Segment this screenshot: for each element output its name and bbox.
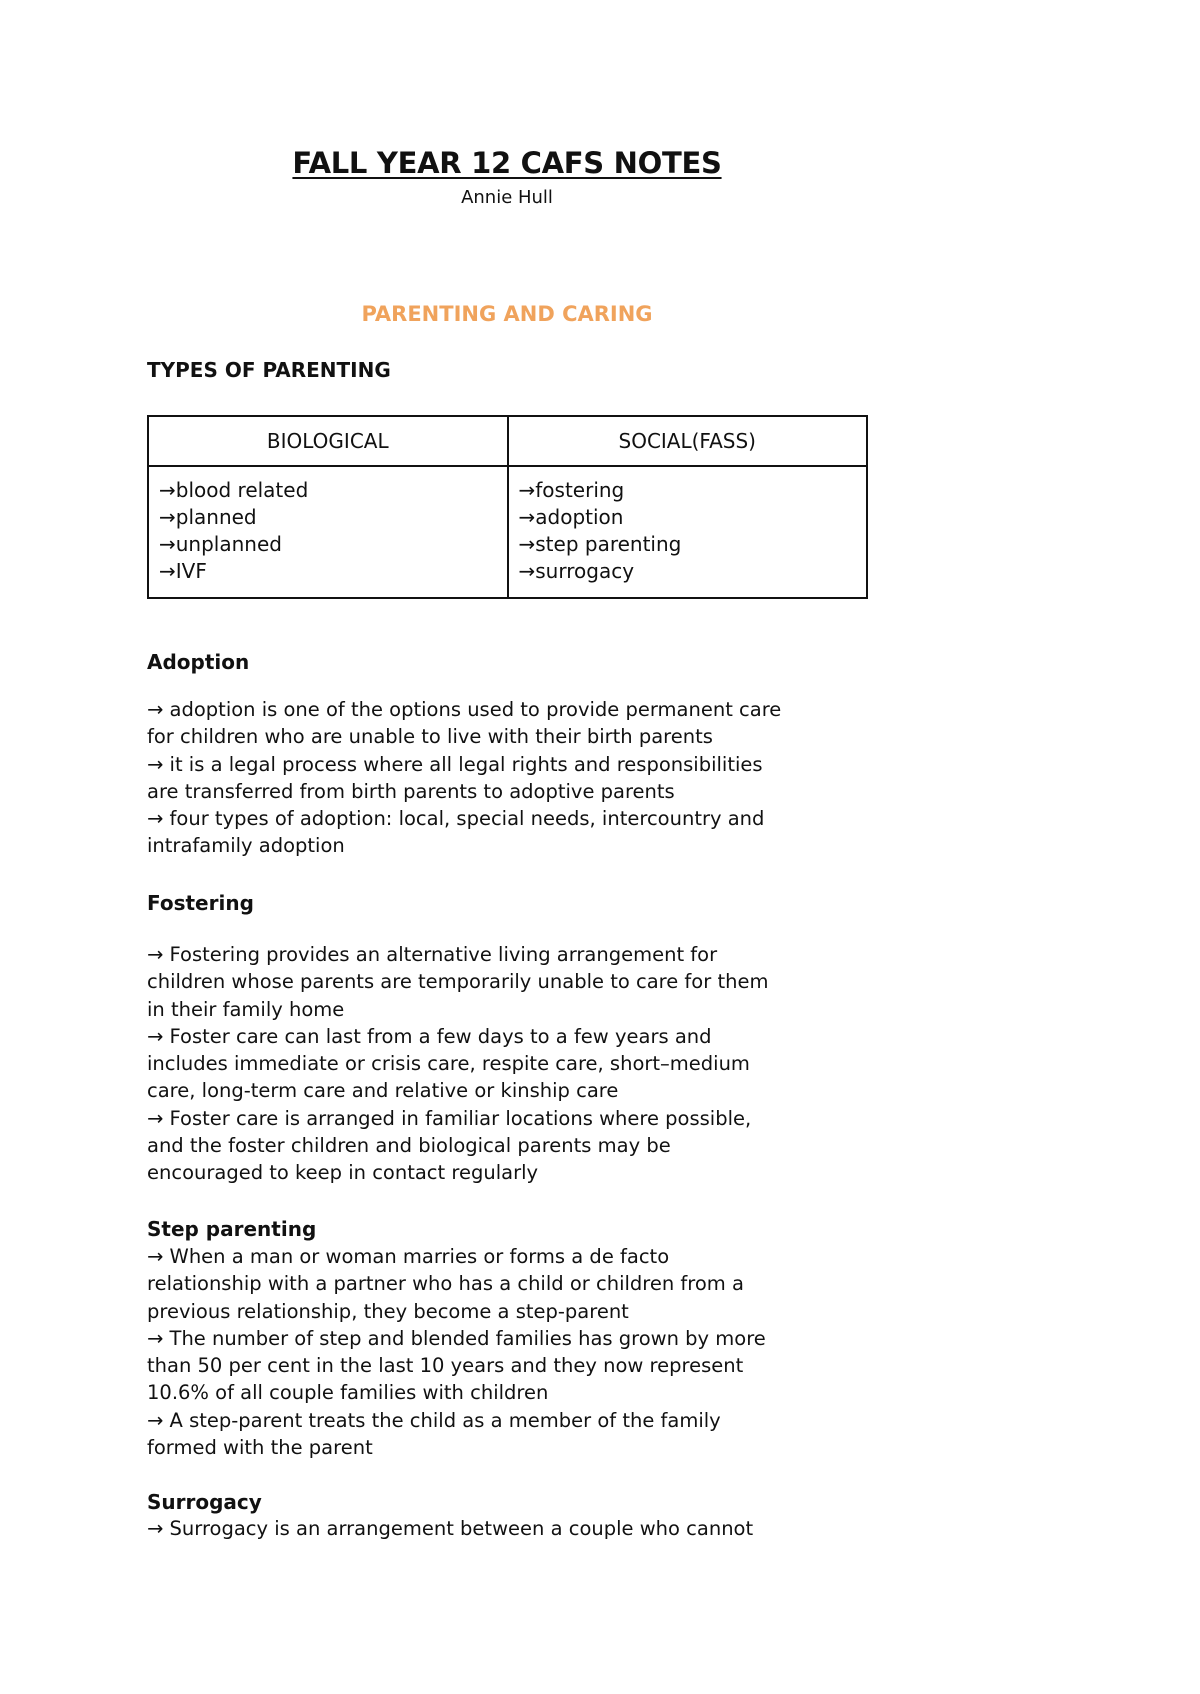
surrogacy-text — [147, 1515, 887, 1542]
text-line: previous relationship, they become a step-parent — [147, 1299, 629, 1323]
text-line: in their family home — [147, 997, 345, 1021]
text-line: includes immediate or crisis care, respite care, short–medium — [147, 1052, 750, 1076]
text-line: → Foster care is arranged in familiar locations where possible, — [147, 1106, 752, 1130]
table-cell-biological — [148, 466, 508, 598]
table-header-social: SOCIAL(FASS) — [508, 416, 868, 466]
text-line: intrafamily adoption — [147, 834, 345, 858]
text-line: care, long-term care and relative or kinship care — [147, 1079, 619, 1103]
text-line: relationship with a partner who has a child or children from a — [147, 1272, 744, 1296]
text-line: → adoption is one of the options used to provide permanent care — [147, 698, 782, 721]
table-header-biological: BIOLOGICAL — [148, 416, 508, 466]
types-heading: TYPES OF PARENTING — [147, 358, 391, 382]
surrogacy-heading: Surrogacy — [147, 1490, 262, 1514]
text-line: → Foster care can last from a few days to a few years and — [147, 1024, 712, 1048]
table-item: →step parenting — [518, 532, 682, 556]
text-line: for children who are unable to live with their birth parents — [147, 725, 713, 749]
document-title: FALL YEAR 12 CAFS NOTES — [292, 146, 722, 180]
text-line: and the foster children and biological parents may be — [147, 1134, 671, 1158]
parenting-types-table — [147, 415, 868, 599]
text-line: formed with the parent — [147, 1436, 373, 1460]
text-line: → four types of adoption: local, special needs, intercountry and — [147, 807, 765, 831]
table-item: →surrogacy — [518, 559, 635, 583]
fostering-heading: Fostering — [147, 891, 254, 915]
text-line: → Surrogacy is an arrangement between a couple who cannot — [147, 1517, 754, 1540]
fostering-text — [147, 941, 887, 1187]
text-line: → it is a legal process where all legal rights and responsibilities — [147, 752, 763, 776]
text-line: than 50 per cent in the last 10 years and they now represent — [147, 1354, 744, 1378]
text-line: are transferred from birth parents to adoptive parents — [147, 779, 675, 803]
table-item: →fostering — [518, 478, 625, 502]
table-item: →blood related — [159, 478, 309, 502]
adoption-heading: Adoption — [147, 650, 250, 674]
section-title: PARENTING AND CARING — [361, 302, 653, 326]
text-line: → When a man or woman marries or forms a de facto — [147, 1245, 670, 1268]
text-line: → The number of step and blended families has grown by more — [147, 1326, 766, 1350]
text-line: children whose parents are temporarily unable to care for them — [147, 970, 769, 994]
table-item: →planned — [159, 505, 257, 529]
table-cell-social — [508, 466, 868, 598]
table-item: →IVF — [159, 559, 207, 583]
table-item: →adoption — [518, 505, 624, 529]
document-author: Annie Hull — [461, 187, 553, 208]
text-line: 10.6% of all couple families with children — [147, 1381, 549, 1405]
adoption-text — [147, 696, 887, 860]
step-parenting-text — [147, 1243, 887, 1461]
table-item: →unplanned — [159, 532, 282, 556]
text-line: → A step-parent treats the child as a member of the family — [147, 1408, 721, 1432]
text-line: → Fostering provides an alternative living arrangement for — [147, 943, 718, 966]
step-parenting-heading: Step parenting — [147, 1217, 317, 1241]
text-line: encouraged to keep in contact regularly — [147, 1161, 539, 1185]
